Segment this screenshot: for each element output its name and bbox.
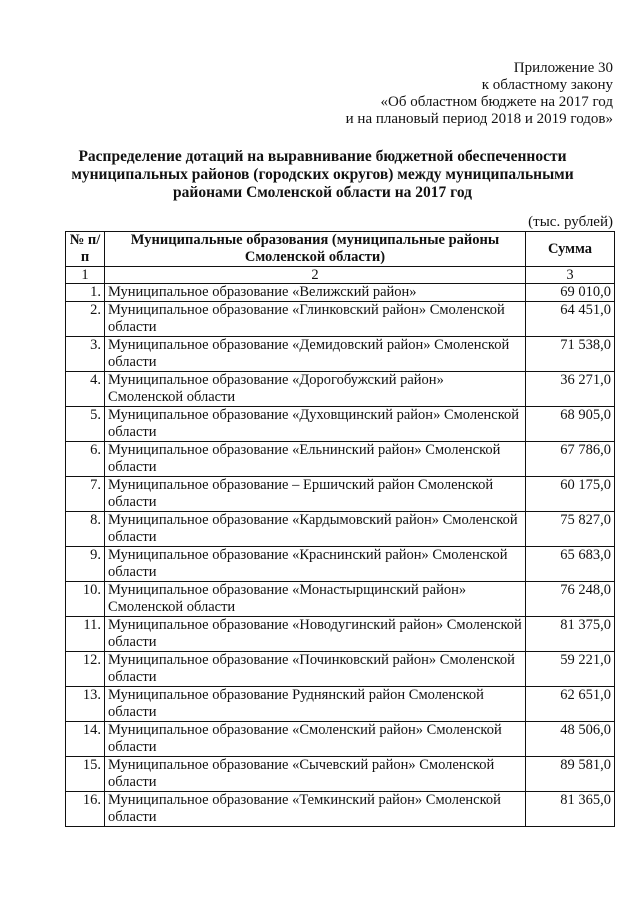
row-name: Муниципальное образование «Дорогобужский район» Смоленской области (105, 372, 526, 407)
row-number: 1. (66, 284, 105, 302)
row-sum: 62 651,0 (526, 687, 615, 722)
appendix-line: Приложение 30 (513, 60, 613, 76)
row-sum: 81 375,0 (526, 617, 615, 652)
row-name: Муниципальное образование «Краснинский район» Смоленской области (105, 547, 526, 582)
row-name: Муниципальное образование «Сычевский район» Смоленской области (105, 757, 526, 792)
row-number: 11. (66, 617, 105, 652)
appendix-line: «Об областном бюджете на 2017 год (380, 94, 613, 110)
appendix-line: и на плановый период 2018 и 2019 годов» (345, 111, 613, 127)
row-number: 14. (66, 722, 105, 757)
table-row (66, 477, 615, 512)
table-row (66, 372, 615, 407)
table-row (66, 617, 615, 652)
row-name: Муниципальное образование «Ельнинский район» Смоленской области (105, 442, 526, 477)
column-number: 2 (105, 267, 526, 284)
row-number: 7. (66, 477, 105, 512)
row-number: 5. (66, 407, 105, 442)
row-name: Муниципальное образование «Монастырщинский район» Смоленской области (105, 582, 526, 617)
subsidy-table (65, 231, 615, 827)
row-sum: 76 248,0 (526, 582, 615, 617)
row-sum: 65 683,0 (526, 547, 615, 582)
row-name: Муниципальное образование «Глинковский район» Смоленской области (105, 302, 526, 337)
row-number: 12. (66, 652, 105, 687)
header-sum: Сумма (526, 232, 615, 267)
row-name: Муниципальное образование Руднянский район Смоленской области (105, 687, 526, 722)
row-sum: 89 581,0 (526, 757, 615, 792)
row-name: Муниципальное образование «Велижский район» (105, 284, 526, 302)
table-header-row (66, 232, 615, 267)
row-sum: 69 010,0 (526, 284, 615, 302)
title-line: Распределение дотаций на выравнивание бюджетной обеспеченности (78, 148, 567, 165)
units-label: (тыс. рублей) (528, 214, 613, 230)
row-sum: 68 905,0 (526, 407, 615, 442)
column-number: 1 (66, 267, 105, 284)
row-number: 8. (66, 512, 105, 547)
title-line: районами Смоленской области на 2017 год (173, 184, 472, 201)
row-sum: 81 365,0 (526, 792, 615, 827)
row-sum: 64 451,0 (526, 302, 615, 337)
column-number-row (66, 267, 615, 284)
row-sum: 67 786,0 (526, 442, 615, 477)
row-number: 15. (66, 757, 105, 792)
row-number: 13. (66, 687, 105, 722)
row-name: Муниципальное образование «Духовщинский район» Смоленской области (105, 407, 526, 442)
table-row (66, 284, 615, 302)
row-number: 6. (66, 442, 105, 477)
document-title (70, 148, 575, 202)
row-sum: 75 827,0 (526, 512, 615, 547)
row-number: 2. (66, 302, 105, 337)
row-number: 16. (66, 792, 105, 827)
row-name: Муниципальное образование «Демидовский район» Смоленской области (105, 337, 526, 372)
table-row (66, 687, 615, 722)
table-row (66, 407, 615, 442)
header-name: Муниципальные образования (муниципальные районы Смоленской области) (105, 232, 526, 267)
row-number: 10. (66, 582, 105, 617)
row-number: 9. (66, 547, 105, 582)
row-sum: 71 538,0 (526, 337, 615, 372)
row-number: 3. (66, 337, 105, 372)
row-sum: 60 175,0 (526, 477, 615, 512)
row-sum: 36 271,0 (526, 372, 615, 407)
header-num: № п/п (66, 232, 105, 267)
table-row (66, 652, 615, 687)
row-sum: 59 221,0 (526, 652, 615, 687)
row-number: 4. (66, 372, 105, 407)
row-name: Муниципальное образование – Ершичский район Смоленской области (105, 477, 526, 512)
column-number: 3 (526, 267, 615, 284)
appendix-header (346, 60, 613, 128)
row-name: Муниципальное образование «Новодугинский район» Смоленской области (105, 617, 526, 652)
row-name: Муниципальное образование «Темкинский район» Смоленской области (105, 792, 526, 827)
table-row (66, 757, 615, 792)
table-row (66, 582, 615, 617)
row-name: Муниципальное образование «Смоленский район» Смоленской области (105, 722, 526, 757)
table-row (66, 722, 615, 757)
table-row (66, 512, 615, 547)
row-sum: 48 506,0 (526, 722, 615, 757)
table-row (66, 302, 615, 337)
table-row (66, 442, 615, 477)
appendix-line: к областному закону (481, 77, 613, 93)
table-row (66, 792, 615, 827)
table-row (66, 547, 615, 582)
row-name: Муниципальное образование «Кардымовский район» Смоленской области (105, 512, 526, 547)
table-row (66, 337, 615, 372)
title-line: муниципальных районов (городских округов) между муниципальными (71, 166, 574, 183)
row-name: Муниципальное образование «Починковский район» Смоленской области (105, 652, 526, 687)
